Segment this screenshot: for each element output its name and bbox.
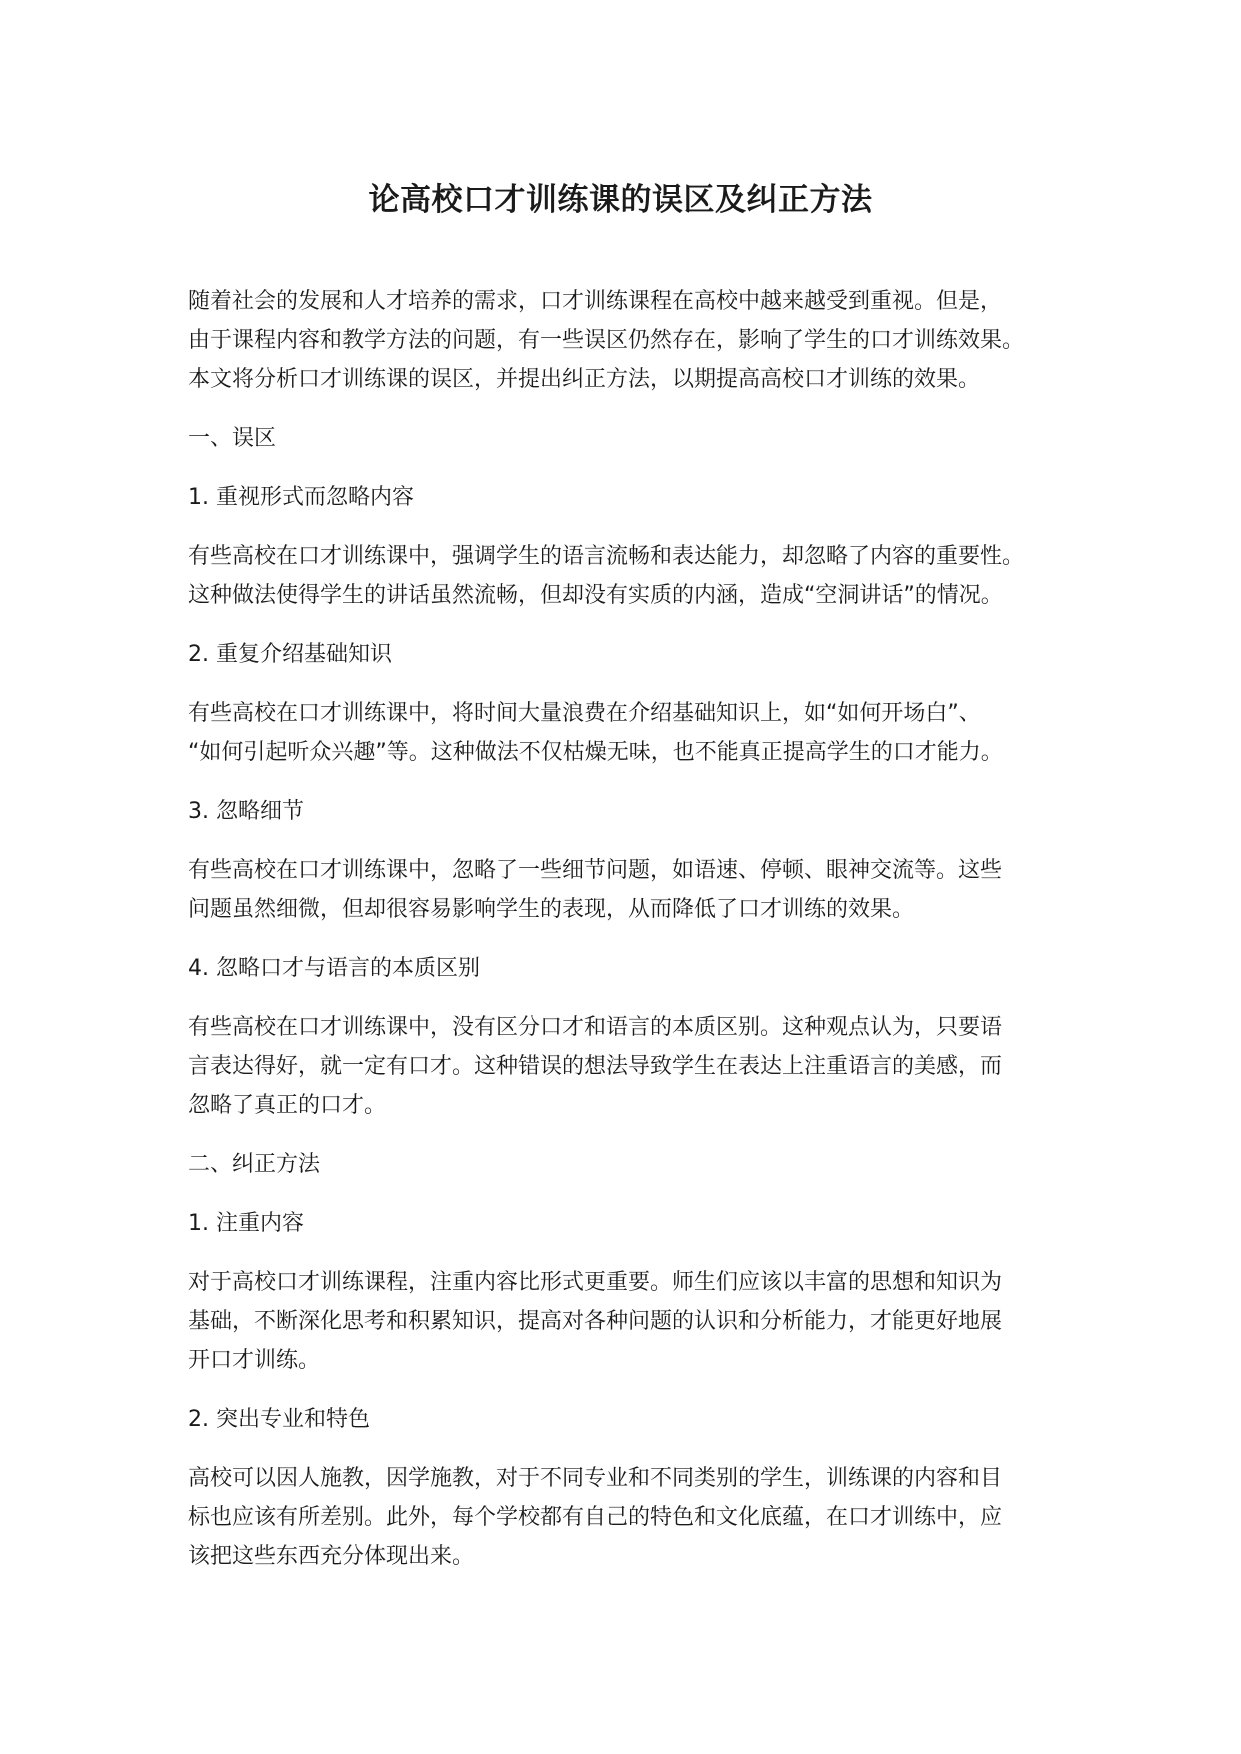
document-title: 论高校口才训练课的误区及纠正方法 <box>368 182 873 218</box>
paragraph <box>188 537 1088 615</box>
paragraph-line: 对于高校口才训练课程，注重内容比形式更重要。师生们应该以丰富的思想和知识为 <box>188 1270 1003 1295</box>
paragraph-line: 言表达得好，就一定有口才。这种错误的想法导致学生在表达上注重语言的美感，而 <box>188 1054 1003 1079</box>
intro-paragraph <box>188 282 1088 399</box>
subsection-heading: 1. 注重内容 <box>188 1211 304 1236</box>
paragraph-line: 该把这些东西充分体现出来。 <box>188 1544 475 1569</box>
paragraph <box>188 851 1088 929</box>
subsection-heading: 1. 重视形式而忽略内容 <box>188 485 414 510</box>
paragraph-line: 开口才训练。 <box>188 1348 321 1373</box>
subsection-heading: 3. 忽略细节 <box>188 799 304 824</box>
paragraph <box>188 1008 1088 1125</box>
paragraph <box>188 694 1088 772</box>
subsection-heading: 4. 忽略口才与语言的本质区别 <box>188 956 480 981</box>
paragraph-line: 标也应该有所差别。此外，每个学校都有自己的特色和文化底蕴，在口才训练中，应 <box>188 1505 1003 1530</box>
document-body <box>188 282 1088 1576</box>
paragraph <box>188 1263 1088 1380</box>
paragraph-line: 基础，不断深化思考和积累知识，提高对各种问题的认识和分析能力，才能更好地展 <box>188 1309 1003 1334</box>
paragraph-line: 本文将分析口才训练课的误区，并提出纠正方法，以期提高高校口才训练的效果。 <box>188 367 981 392</box>
paragraph-line: 问题虽然细微，但却很容易影响学生的表现，从而降低了口才训练的效果。 <box>188 897 915 922</box>
paragraph-line: 高校可以因人施教，因学施教，对于不同专业和不同类别的学生，训练课的内容和目 <box>188 1466 1003 1491</box>
paragraph-line: 有些高校在口才训练课中，没有区分口才和语言的本质区别。这种观点认为，只要语 <box>188 1015 1003 1040</box>
paragraph-line: 有些高校在口才训练课中，忽略了一些细节问题，如语速、停顿、眼神交流等。这些 <box>188 858 1003 883</box>
section-heading: 一、误区 <box>188 426 277 451</box>
paragraph-line: “如何引起听众兴趣”等。这种做法不仅枯燥无味，也不能真正提高学生的口才能力。 <box>188 740 1003 765</box>
paragraph-line: 由于课程内容和教学方法的问题，有一些误区仍然存在，影响了学生的口才训练效果。 <box>188 328 1025 353</box>
section-heading: 二、纠正方法 <box>188 1152 321 1177</box>
paragraph <box>188 1459 1088 1576</box>
paragraph-line: 忽略了真正的口才。 <box>188 1093 387 1118</box>
paragraph-line: 有些高校在口才训练课中，强调学生的语言流畅和表达能力，却忽略了内容的重要性。 <box>188 544 1025 569</box>
paragraph-line: 这种做法使得学生的讲话虽然流畅，但却没有实质的内涵，造成“空洞讲话”的情况。 <box>188 583 1003 608</box>
paragraph-line: 随着社会的发展和人才培养的需求，口才训练课程在高校中越来越受到重视。但是， <box>188 289 1003 314</box>
subsection-heading: 2. 重复介绍基础知识 <box>188 642 392 667</box>
subsection-heading: 2. 突出专业和特色 <box>188 1407 370 1432</box>
paragraph-line: 有些高校在口才训练课中，将时间大量浪费在介绍基础知识上，如“如何开场白”、 <box>188 701 981 726</box>
